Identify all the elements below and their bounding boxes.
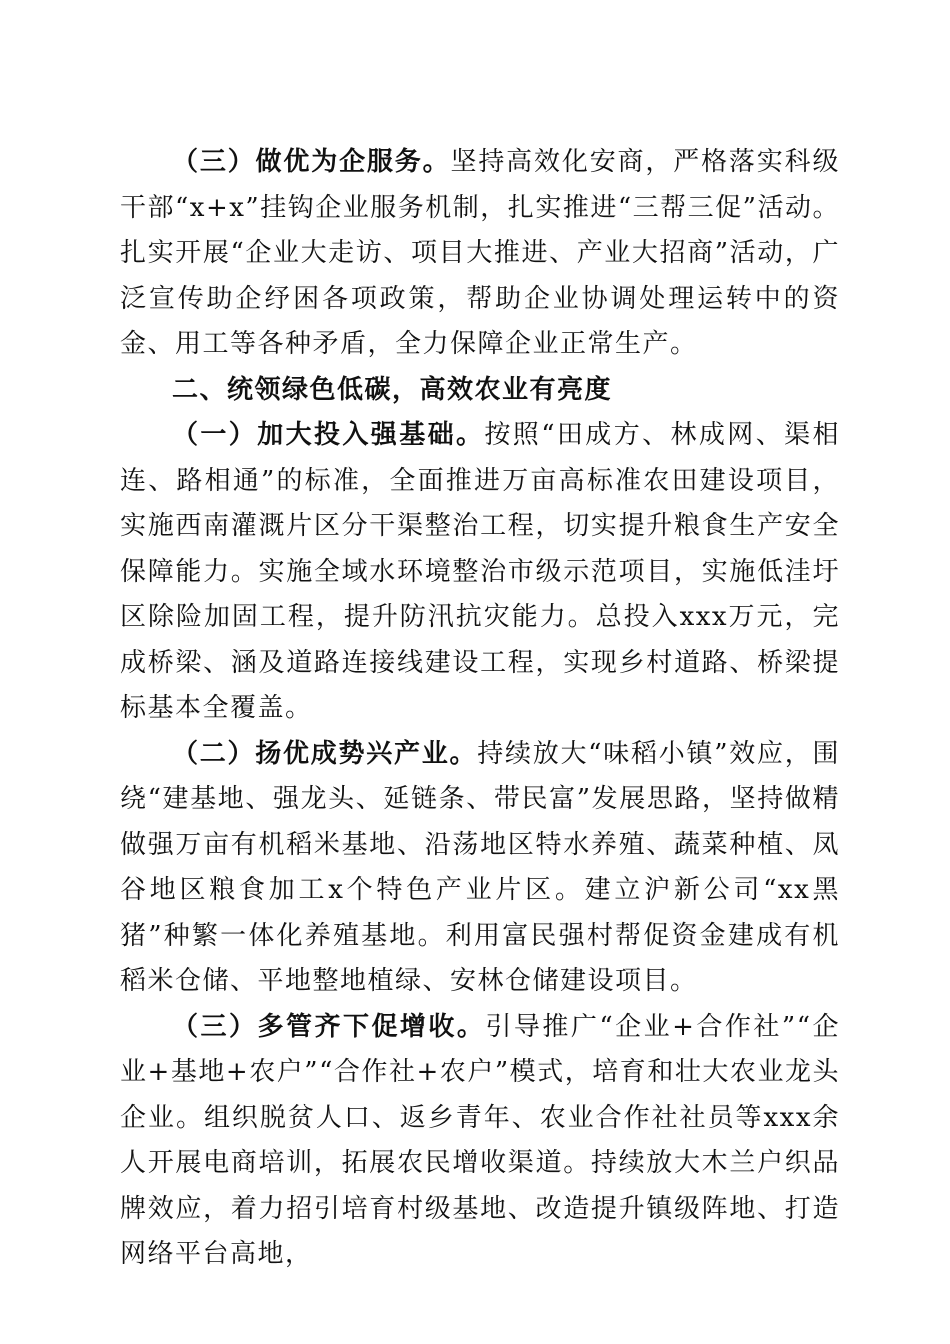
paragraph-body: 持续放大“味稻小镇”效应，围绕“建基地、强龙头、延链条、带民富”发展思路，坚持做精做强万亩有机稻米基地、沿荡地区特水养殖、蔬菜种植、凤谷地区粮食加工x个特色产业片区。建立沪新公司“xx黑猪”种繁一体化养殖基地。利用富民强村帮促资金建成有机稻米仓储、平地整地植绿、安林仓储建设项目。 xyxy=(120,738,840,996)
section-heading: 二、统领绿色低碳，高效农业有亮度 xyxy=(172,374,613,405)
paragraph-enterprise-service xyxy=(120,140,840,368)
paragraph-income-growth xyxy=(120,1005,840,1278)
paragraph-body: 按照“田成方、林成网、渠相连、路相通”的标准，全面推进万亩高标准农田建设项目，实施西南灌溉片区分干渠整治工程，切实提升粮食生产安全保障能力。实施全域水环境整治市级示范项目，实施低洼圩区除险加固工程，提升防汛抗灾能力。总投入xxx万元，完成桥梁、涵及道路连接线建设工程，实现乡村道路、桥梁提标基本全覆盖。 xyxy=(120,420,840,723)
paragraph-lead: （三）多管齐下促增收。 xyxy=(172,1011,486,1042)
paragraph-body: 坚持高效化安商，严格落实科级干部“x+x”挂钩企业服务机制，扎实推进“三帮三促”活动。扎实开展“企业大走访、项目大推进、产业大招商”活动，广泛宣传助企纾困各项政策，帮助企业协调处理运转中的资金、用工等各种矛盾，全力保障企业正常生产。 xyxy=(120,147,840,359)
paragraph-lead: （一）加大投入强基础。 xyxy=(172,420,485,450)
paragraph-industry-development xyxy=(120,732,840,1005)
paragraph-lead: （三）做优为企服务。 xyxy=(172,147,451,177)
document-body xyxy=(120,140,840,1278)
paragraph-lead: （二）扬优成势兴产业。 xyxy=(172,738,478,769)
paragraph-body: 引导推广“企业+合作社”“企业+基地+农户”“合作社+农户”模式，培育和壮大农业龙头企业。组织脱贫人口、返乡青年、农业合作社社员等xxx余人开展电商培训，拓展农民增收渠道。持续放大木兰户织品牌效应，着力招引培育村级基地、改造提升镇级阵地、打造网络平台高地， xyxy=(120,1011,840,1269)
paragraph-investment-foundation xyxy=(120,413,840,732)
